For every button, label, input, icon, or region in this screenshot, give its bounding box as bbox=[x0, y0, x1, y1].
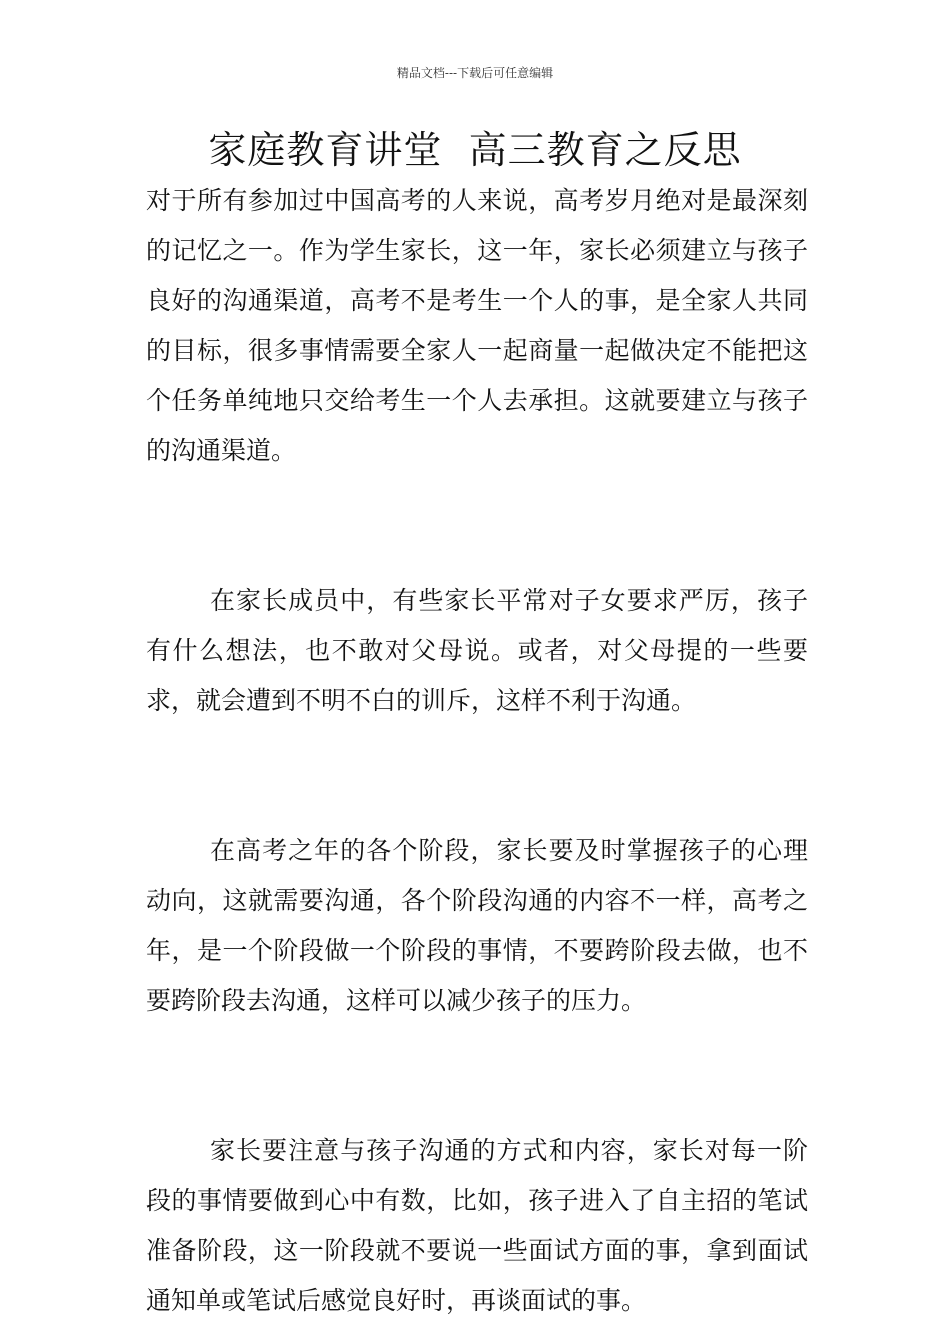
paragraph-1: 对于所有参加过中国高考的人来说，高考岁月绝对是最深刻的记忆之一。作为学生家长，这一年，家长必须建立与孩子良好的沟通渠道，高考不是考生一个人的事，是全家人共同的目标，很多事情需要全家人一起商量一起做决定不能把这个任务单纯地只交给考生一个人去承担。这就要建立与孩子的沟通渠道。 bbox=[146, 186, 808, 465]
paragraph-2: 在家长成员中，有些家长平常对子女要求严厉，孩子有什么想法，也不敢对父母说。或者，对父母提的一些要求，就会遭到不明不白的训斥，这样不利于沟通。 bbox=[146, 586, 808, 715]
document-title: 家庭教育讲堂 高三教育之反思 bbox=[208, 128, 742, 172]
paragraph-gap bbox=[146, 476, 808, 576]
paragraph-gap bbox=[146, 1026, 808, 1126]
paragraph-3: 在高考之年的各个阶段，家长要及时掌握孩子的心理动向，这就需要沟通，各个阶段沟通的内容不一样，高考之年，是一个阶段做一个阶段的事情，不要跨阶段去做，也不要跨阶段去沟通，这样可以减少孩子的压力。 bbox=[146, 836, 808, 1015]
paragraph-gap bbox=[146, 726, 808, 826]
page-header-watermark: 精品文档---下载后可任意编辑 bbox=[396, 66, 554, 80]
paragraph-4: 家长要注意与孩子沟通的方式和内容，家长对每一阶段的事情要做到心中有数，比如，孩子进入了自主招的笔试准备阶段，这一阶段就不要说一些面试方面的事，拿到面试通知单或笔试后感觉良好时，再谈面试的事。 bbox=[146, 1136, 808, 1315]
document-body bbox=[146, 176, 808, 1326]
